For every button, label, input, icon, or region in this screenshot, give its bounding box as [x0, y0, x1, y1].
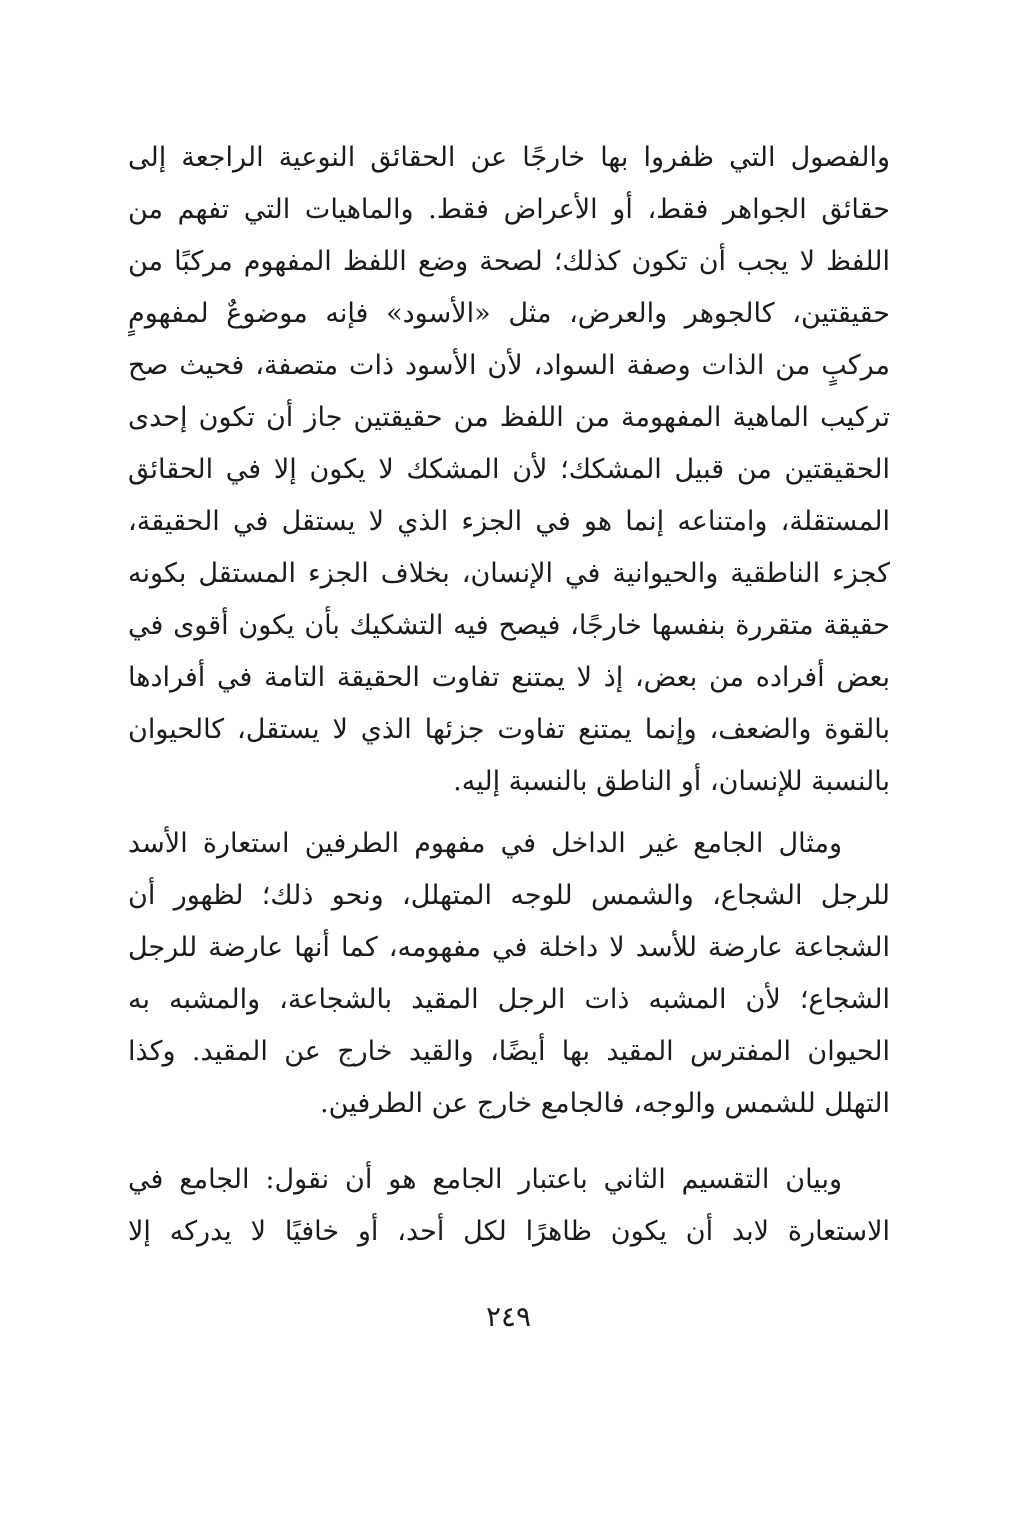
text-line: حقيقة متقررة بنفسها خارجًا، فيصح فيه التشكيك بأن يكون أقوى في	[128, 610, 890, 641]
text-line: التهلل للشمس والوجه، فالجامع خارج عن الطرفين.	[320, 1088, 890, 1119]
page-number: ٢٤٩	[485, 1300, 532, 1333]
text-line: الحيوان المفترس المقيد بها أيضًا، والقيد خارج عن المقيد. وكذا	[128, 1036, 890, 1067]
paragraph-2	[128, 818, 890, 1130]
text-line: تركيب الماهية المفهومة من اللفظ من حقيقتين جاز أن تكون إحدى	[128, 402, 890, 433]
text-line: الاستعارة لابد أن يكون ظاهرًا لكل أحد، أو خافيًا لا يدركه إلا	[128, 1216, 890, 1247]
text-line: ومثال الجامع غير الداخل في مفهوم الطرفين استعارة الأسد	[128, 828, 842, 859]
text-line: للرجل الشجاع، والشمس للوجه المتهلل، ونحو ذلك؛ لظهور أن	[128, 880, 890, 911]
text-line: الشجاعة عارضة للأسد لا داخلة في مفهومه، كما أنها عارضة للرجل	[128, 932, 890, 963]
paragraph-1	[128, 132, 890, 808]
text-line: كجزء الناطقية والحيوانية في الإنسان، بخلاف الجزء المستقل بكونه	[128, 558, 890, 589]
text-line: اللفظ لا يجب أن تكون كذلك؛ لصحة وضع اللفظ المفهوم مركبًا من	[128, 246, 890, 277]
text-line: حقيقتين، كالجوهر والعرض، مثل «الأسود» فإنه موضوعٌ لمفهومٍ	[128, 298, 890, 329]
text-line: الشجاع؛ لأن المشبه ذات الرجل المقيد بالشجاعة، والمشبه به	[128, 984, 890, 1015]
text-line: وبيان التقسيم الثاني باعتبار الجامع هو أن نقول: الجامع في	[128, 1164, 842, 1195]
paragraph-3	[128, 1154, 890, 1258]
text-line: والفصول التي ظفروا بها خارجًا عن الحقائق النوعية الراجعة إلى	[128, 142, 890, 173]
text-line: مركبٍ من الذات وصفة السواد، لأن الأسود ذات متصفة، فحيث صح	[128, 350, 890, 381]
text-line: الحقيقتين من قبيل المشكك؛ لأن المشكك لا يكون إلا في الحقائق	[128, 454, 890, 485]
text-line: بعض أفراده من بعض، إذ لا يمتنع تفاوت الحقيقة التامة في أفرادها	[128, 662, 890, 693]
text-line: حقائق الجواهر فقط، أو الأعراض فقط. والماهيات التي تفهم من	[128, 194, 890, 225]
text-line: بالقوة والضعف، وإنما يمتنع تفاوت جزئها الذي لا يستقل، كالحيوان	[128, 714, 890, 745]
text-line: المستقلة، وامتناعه إنما هو في الجزء الذي لا يستقل في الحقيقة،	[128, 506, 890, 537]
text-line: بالنسبة للإنسان، أو الناطق بالنسبة إليه.	[453, 766, 890, 797]
